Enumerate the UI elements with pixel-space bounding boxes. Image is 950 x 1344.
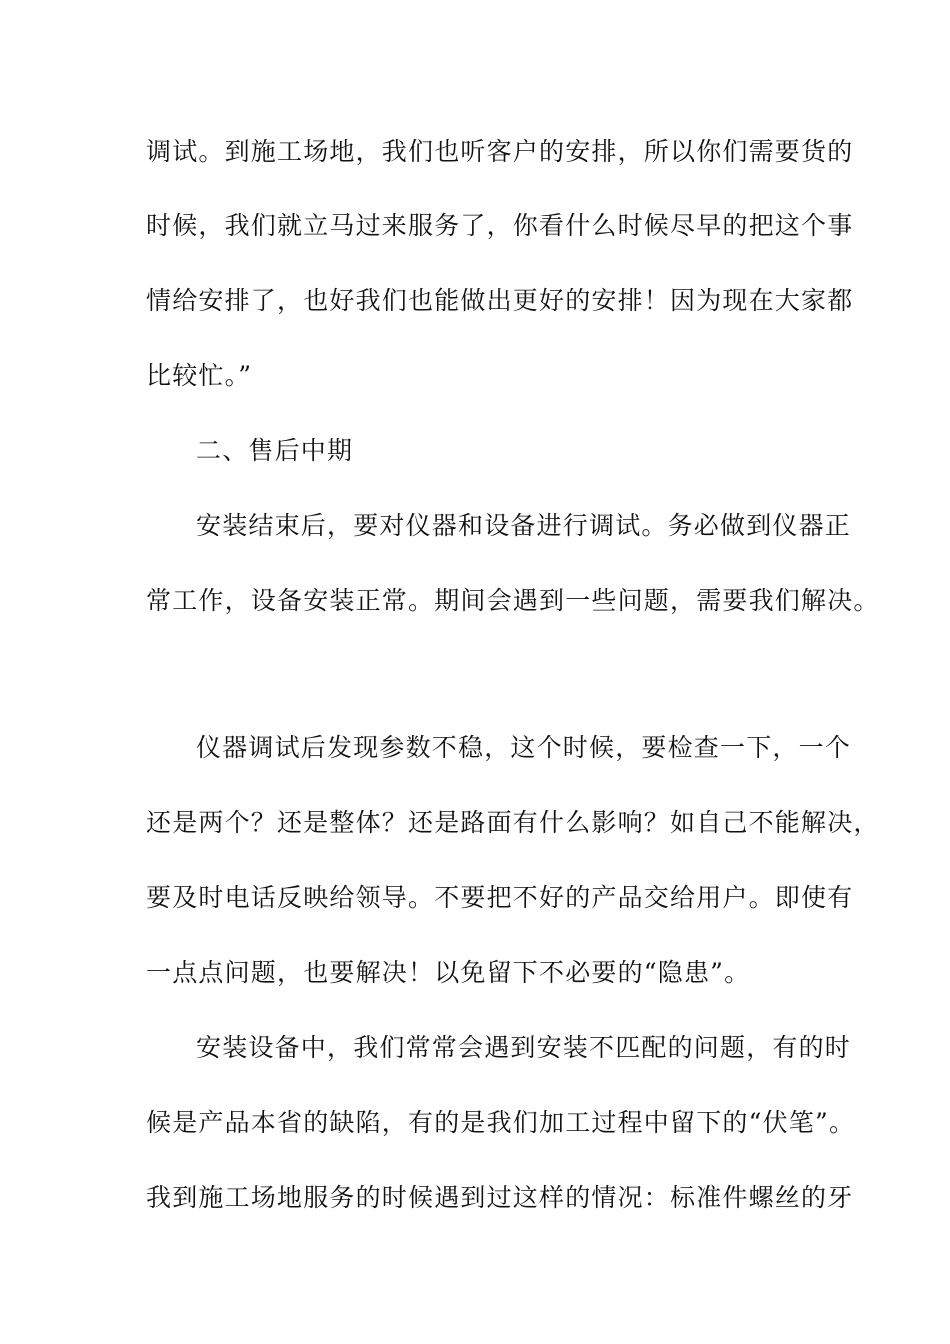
section-heading: 二、售后中期 — [196, 436, 354, 465]
text-line: 要及时电话反映给领导。不要把不好的产品交给用户。即使有 — [146, 883, 854, 912]
text-line: 安装设备中，我们常常会遇到安装不匹配的问题，有的时 — [196, 1033, 852, 1062]
text-line: 候是产品本省的缺陷，有的是我们加工过程中留下的“伏笔”。 — [146, 1108, 856, 1137]
text-line: 仪器调试后发现参数不稳，这个时候，要检查一下，一个 — [196, 733, 852, 762]
text-line: 调试。到施工场地，我们也听客户的安排，所以你们需要货的 — [146, 137, 854, 166]
text-line: 时候，我们就立马过来服务了，你看什么时候尽早的把这个事 — [146, 211, 854, 240]
text-line: 一点点问题，也要解决！以免留下不必要的“隐患”。 — [146, 958, 751, 987]
text-line: 安装结束后，要对仪器和设备进行调试。务必做到仪器正 — [196, 511, 852, 540]
text-line: 还是两个？还是整体？还是路面有什么影响？如自己不能解决， — [146, 808, 880, 837]
text-line: 常工作，设备安装正常。期间会遇到一些问题，需要我们解决。 — [146, 586, 880, 615]
text-line: 比较忙。” — [146, 361, 253, 390]
text-line: 我到施工场地服务的时候遇到过这样的情况：标准件螺丝的牙 — [146, 1183, 854, 1212]
text-line: 情给安排了，也好我们也能做出更好的安排！因为现在大家都 — [146, 286, 854, 315]
